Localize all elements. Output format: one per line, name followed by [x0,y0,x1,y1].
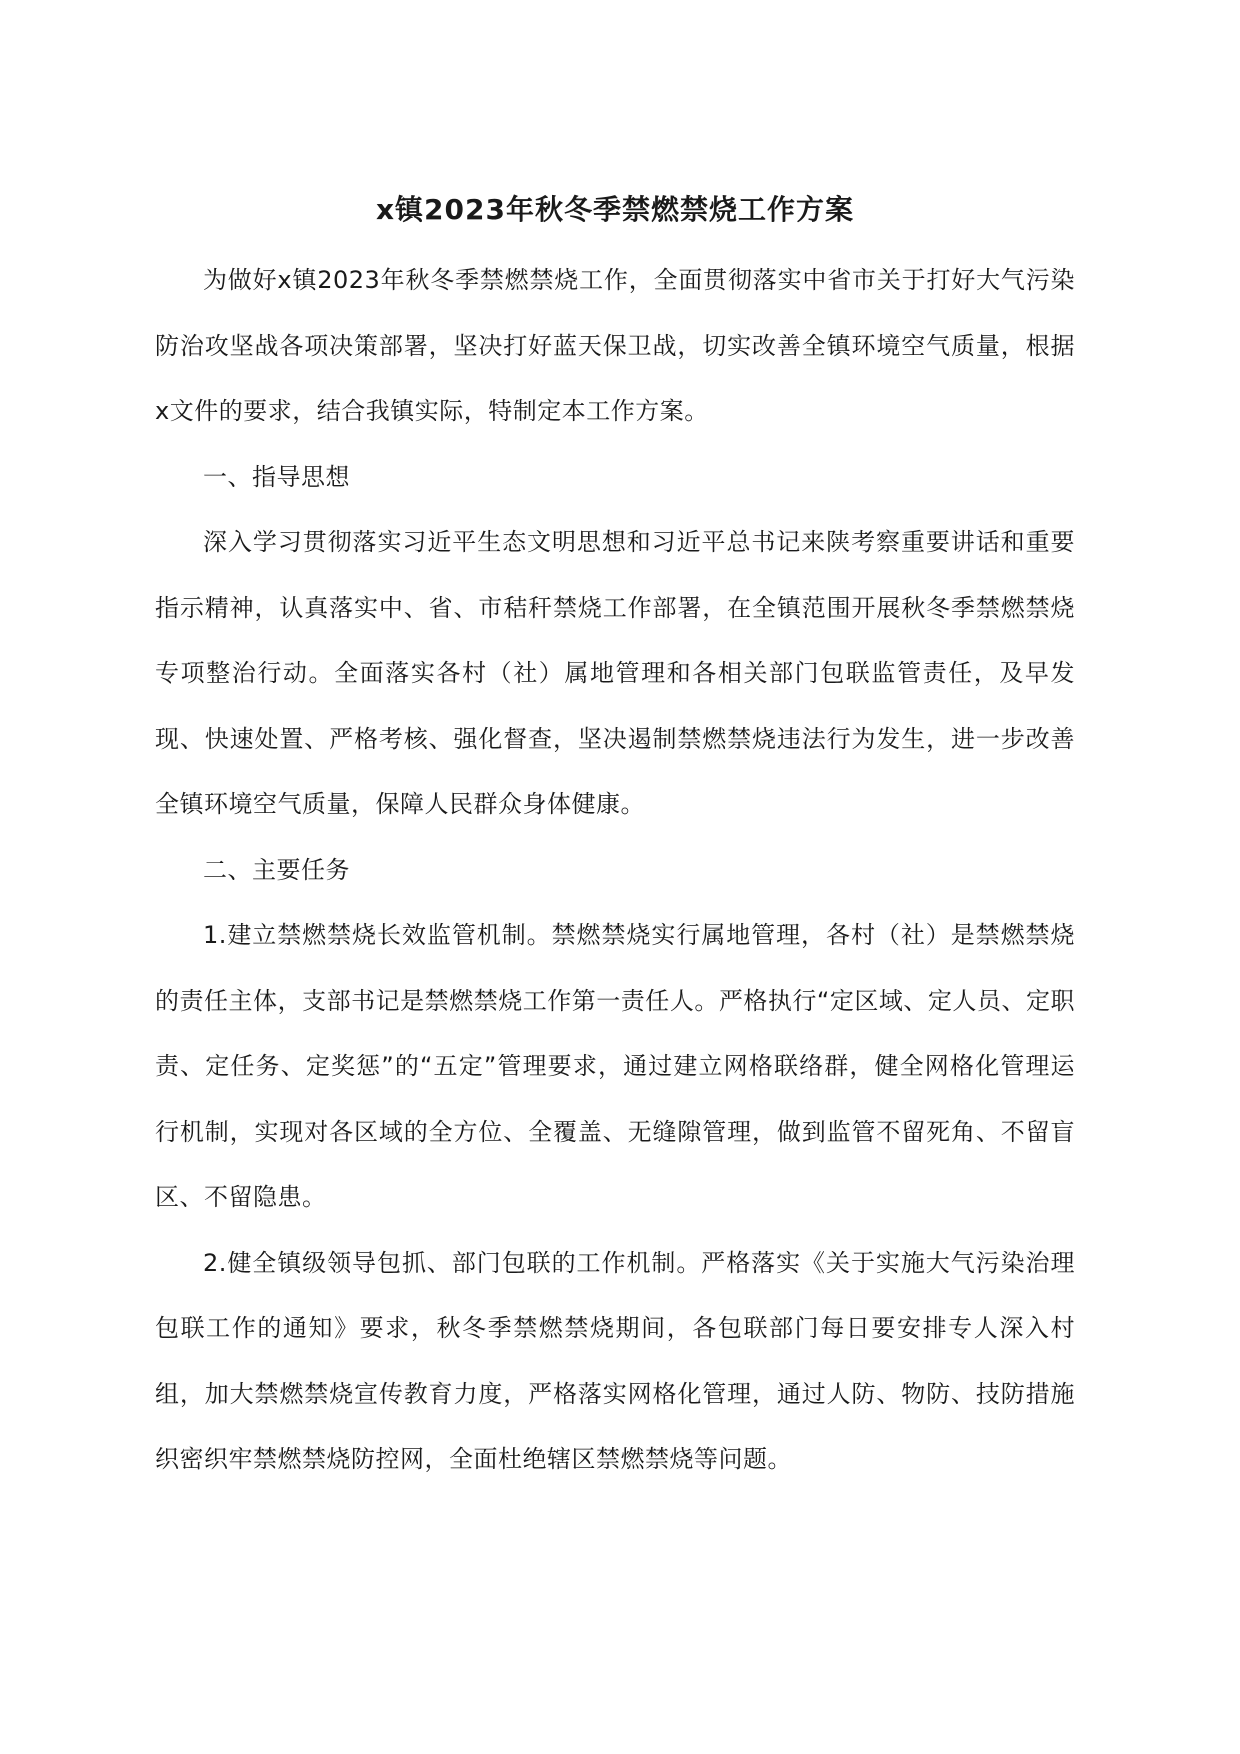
intro-paragraph: 为做好x镇2023年秋冬季禁燃禁烧工作，全面贯彻落实中省市关于打好大气污染防治攻坚战各项决策部署，坚决打好蓝天保卫战，切实改善全镇环境空气质量，根据x文件的要求，结合我镇实际，特制定本工作方案。 [155,266,1075,425]
section-heading-main-tasks: 二、主要任务 [203,855,350,884]
task-paragraph-1: 1.建立禁燃禁烧长效监管机制。禁燃禁烧实行属地管理，各村（社）是禁燃禁烧的责任主体，支部书记是禁燃禁烧工作第一责任人。严格执行“定区域、定人员、定职责、定任务、定奖惩”的“五定”管理要求，通过建立网格联络群，健全网格化管理运行机制，实现对各区域的全方位、全覆盖、无缝隙管理，做到监管不留死角、不留盲区、不留隐患。 [155,921,1075,1211]
document-page [155,190,1075,1493]
document-title: x镇2023年秋冬季禁燃禁烧工作方案 [376,193,854,226]
task-paragraph-2: 2.健全镇级领导包抓、部门包联的工作机制。严格落实《关于实施大气污染治理包联工作的通知》要求，秋冬季禁燃禁烧期间，各包联部门每日要安排专人深入村组，加大禁燃禁烧宣传教育力度，严格落实网格化管理，通过人防、物防、技防措施织密织牢禁燃禁烧防控网，全面杜绝辖区禁燃禁烧等问题。 [155,1248,1075,1473]
guiding-ideology-paragraph: 深入学习贯彻落实习近平生态文明思想和习近平总书记来陕考察重要讲话和重要指示精神，认真落实中、省、市秸秆禁烧工作部署，在全镇范围开展秋冬季禁燃禁烧专项整治行动。全面落实各村（社）属地管理和各相关部门包联监管责任，及早发现、快速处置、严格考核、强化督查，坚决遏制禁燃禁烧违法行为发生，进一步改善全镇环境空气质量，保障人民群众身体健康。 [155,528,1075,818]
section-heading-guiding-ideology: 一、指导思想 [203,462,350,491]
